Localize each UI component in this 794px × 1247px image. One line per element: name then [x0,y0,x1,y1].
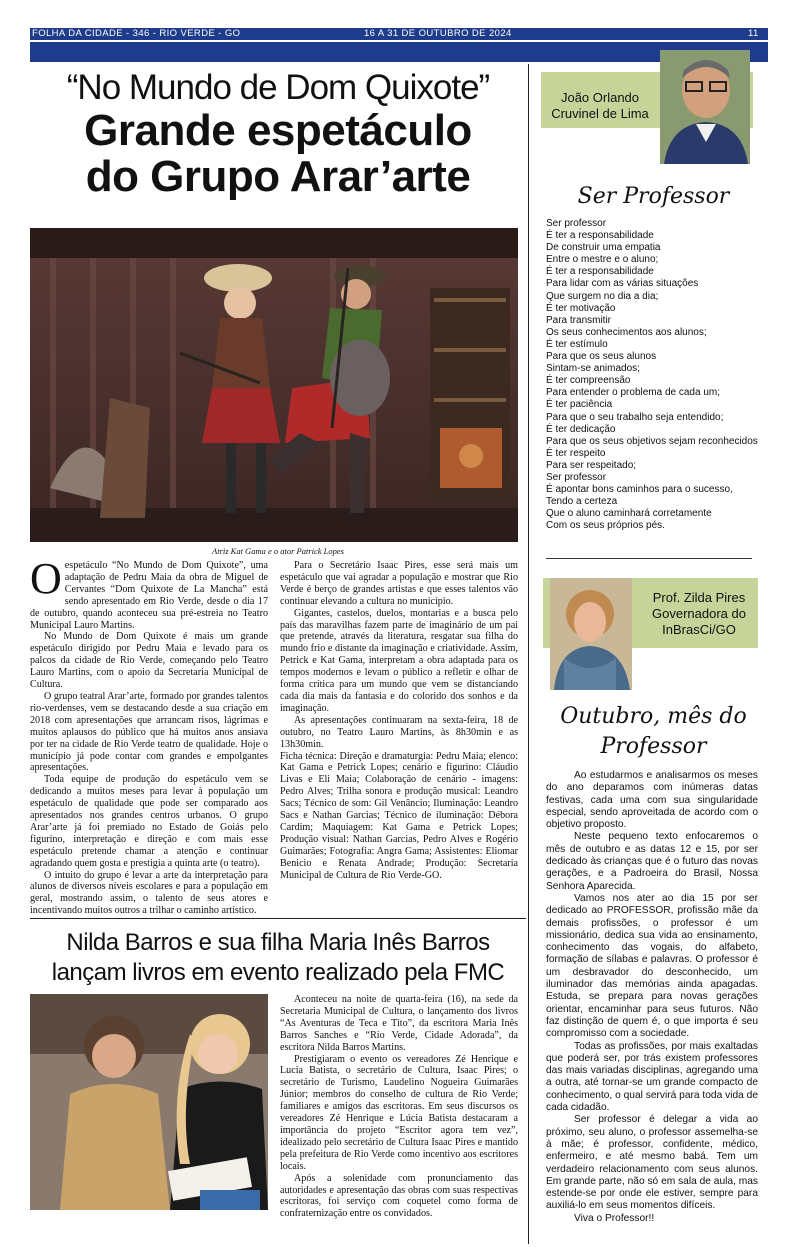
section-divider [30,918,526,919]
article-paragraph: Todas as profissões, por mais exaltadas que poderá ser, por trás existem professores das mais variadas disciplinas, agregando uma a outra, até tornar-se um grande compacto de conhecimento, o qual servirá para toda vida de cada cidadão. [546,1040,758,1114]
lead-column-1 [30,554,268,917]
second-headline-line2: lançam livros em evento realizado pela FMC [51,959,505,986]
author-portrait-2 [550,578,632,690]
poem-line: É ter a responsabilidade [546,266,654,278]
poem-line: Que surgem no dia a dia; [546,290,659,302]
column-divider [528,64,529,1244]
poem-line: Para entender o problema de cada um; [546,387,720,399]
sidebar-divider [546,558,752,559]
lead-paragraph: As apresentações continuaram na sexta-feira, 18 de outubro, no Teatro Lauro Martins, às 8h30min e as 13h30min. [280,714,518,750]
page-number: 11 [748,28,759,39]
lead-paragraph [30,554,268,631]
authors-image [30,994,268,1210]
poem-line: É ter dedicação [546,423,616,435]
poem-line: É ter a responsabilidade [546,230,654,242]
article-body [546,770,758,1225]
article-paragraph: Ao estudarmos e analisarmos os meses do ano deparamos com inúmeras datas festivas, cada uma com sua singularidade especial, sendo aproveitada de acordo com o objetivo proposto. [546,770,758,831]
poem-line: Tendo a certeza [546,496,618,508]
second-headline [30,928,526,988]
poem-line: Entre o mestre e o aluno; [546,254,659,266]
poem-line: É ter paciência [546,399,613,411]
lead-headline-line1: Grande espetáculo [84,106,472,155]
second-paragraph: Prestigiaram o evento os vereadores Zé Henrique e Lucia Batista, o secretário de Cultura, Isaac Pires; o secretário de Turismo, Laudelino Nogueira Guimarães Júnior; membros do conselho de cultura de Rio Verde; familiares e amigos das escritoras. Em seus discursos os vereadores Zé Henrique e Lúcia Batista destacaram a importância do projeto “Escritor agora tem vez”, idealizado pelo secretário de Cultura Isaac Pires e mantido pela prefeitura de Rio Verde como incentivo aos escritores locais. [280,1053,518,1172]
drop-cap: O [30,554,62,603]
header-band [30,42,768,62]
article-title [546,702,761,762]
lead-paragraph: Para o Secretário Isaac Pires, esse será mais um espetáculo que vai agradar a população e mostrar que Rio Verde é berço de grandes artistas e que esses talentos vão continuar elevando a cultura no município. [280,560,518,607]
author-name-line: Governadora do [652,606,746,621]
lead-paragraph-text: espetáculo “No Mundo de Dom Quixote”, uma adaptação de Pedru Maia da obra de Miguel de Cervantes “Dom Quixote de La Mancha” está sendo apresentado em Rio Verde, desde o dia 17 de outubro, quando aconteceu sua pré-estreia no Teatro Municipal Lauro Martins. [30,560,268,631]
author-name-2 [640,590,758,638]
book-launch-photo [30,994,268,1210]
theater-scene-image [30,228,518,542]
poem-line: É ter compreensão [546,375,631,387]
poem-line: É ter estímulo [546,338,608,350]
second-headline-line1: Nilda Barros e sua filha Maria Inês Barros [66,929,490,956]
lead-photo-caption: Atriz Kat Gama e o ator Patrick Lopes [212,546,344,556]
second-column [280,994,518,1220]
poem-line: Os seus conhecimentos aos alunos; [546,326,707,338]
lead-headline-line2: do Grupo Arar’arte [85,152,471,201]
lead-paragraph: O intuito do grupo é levar a arte da interpretação para alunos de diversos níveis escolares e para a população em geral, mostrando assim, o talento de seus atores e incentivando muitos outros a trilhar o caminho artístico. [30,869,268,917]
lead-paragraph: No Mundo de Dom Quixote é mais um grande espetáculo dirigido por Pedru Maia e levado para os palcos da cidade de Rio Verde, começando pelo Teatro Lauro Martins, com o apoio da Secretaria Municipal de Cultura. [30,631,268,691]
second-paragraph: Após a solenidade com pronunciamento das autoridades e apresentação das obras com suas respectivas escritoras, foi serviço com coquetel como forma de confraternização entre os convidados. [280,1172,518,1220]
author-name-1 [541,90,659,122]
poem-line: Para que o seu trabalho seja entendido; [546,411,724,423]
article-title-line: Professor [600,734,707,759]
lead-paragraph: Ficha técnica: Direção e dramaturgia: Pedru Maia; elenco: Kat Gama e Petrick Lopes; cenário e figurino: Cláudio Livas e Eli Maia; Colaboração de cenário - imagens: Pedro Alves; Trilha sonora e produção musical: Leandro Sacs; Técnico de som: Gil Venâncio; Iluminação: Leandro Sacs e Nathan Garcias; Técnico de iluminação: Débora Cardim; Maquiagem: Kat Gama e Petrick Lopes; Produção visual: Nathan Garcias, Pedro Alves e Rogério Guimarães; Fotografia: Angra Gama; Assistentes: Eliomar Benicio e Renata Andrade; Produção: Secretaria Municipal de Cultura de Rio Verde-GO. [280,750,518,881]
poem-line: Para ser respeitado; [546,459,637,471]
poem-line: Para que os seus alunos [546,351,657,363]
lead-photo [30,228,518,542]
author-name-line: Cruvinel de Lima [551,106,649,121]
second-paragraph: Aconteceu na noite de quarta-feira (16), na sede da Secretaria Municipal de Cultura, o lançamento dos livros “As Aventuras de Teca e Tito”, da escritora Maria Inês Barros Sanches e “Rio Verde, Cidade Adorada”, da escritora Nilda Barros Martins. [280,994,518,1053]
header-date: 16 A 31 DE OUTUBRO DE 2024 [364,28,512,39]
article-paragraph: Ser professor é delegar a vida ao próximo, seu aluno, o professor assemelha-se à mãe; é professor, confidente, médico, enfermeiro, e até mesmo babá. Tem um verdadeiro relacionamento com seus alunos. Em grande parte, não só em sala de aula, mas estende-se por onde ele estiver, sempre para auxiliá-lo em seus momentos difíceis. [546,1114,758,1212]
author-name-line: InBrasCi/GO [662,622,736,637]
lead-kicker: “No Mundo de Dom Quixote” [66,68,490,107]
article-paragraph: Vamos nos ater ao dia 15 por ser dedicado ao PROFESSOR, profissão mãe da demais profissões, o professor é um missionário, dedica sua vida ao ensinamento, conhecimento das vogais, do alfabeto, formação de sílabas e palavras. O professor é um desbravador do desconhecido, um iluminador das memórias ainda apagadas. Estuda, se prepara para novas gerações orientar, encaminhar para seus futuros. Não faz distinção de quem é, o que importa é seu compromisso com a sociedade. [546,892,758,1040]
poem-line: Que o aluno caminhará corretamente [546,508,712,520]
author-photo-2 [550,578,632,690]
lead-paragraph: Toda equipe de produção do espetáculo vem se dedicando a muitos meses para levar à população um espetáculo de qualidade que pode ser comparado aos apresentados nos grandes centros urbanos. O grupo Arar’arte já foi premiado no Estado de Goiás pelo figurino, interpretação e direção e com mais esse espetáculo pretende chamar a atenção e continuar agradando quem gosta e prestigia a quinta arte (o teatro). [30,774,268,869]
poem-line: Com os seus próprios pés. [546,520,665,532]
article-paragraph: Neste pequeno texto enfocaremos o mês de outubro e as datas 12 e 15, por ser dedicado às crianças que é o futuro das novas gerações, e a Padroeira do Brasil, Nossa Senhora Aparecida. [546,831,758,892]
lead-paragraph: O grupo teatral Arar’arte, formado por grandes talentos rio-verdenses, vem se destacando desde a sua criação em 2018 com apresentações que arrancam risos, lágrimas e muitos aplausos do público que há muitos anos ansiava por ter na cidade de Rio Verde teatro de qualidade. Hoje o município já pode contar com grandes e empolgantes apresentações. [30,690,268,774]
author-name-line: Prof. Zilda Pires [652,590,746,605]
article-paragraph: Viva o Professor!! [574,1212,655,1224]
lead-headline [30,108,526,200]
poem [546,218,761,532]
poem-line: Para lidar com as várias situações [546,278,699,290]
poem-line: De construir uma empatia [546,242,661,254]
top-header-bar [30,28,768,40]
header-publication: FOLHA DA CIDADE - 346 - RIO VERDE - GO [32,28,241,39]
author-photo-1 [660,50,750,164]
author-name-line: João Orlando [560,90,640,105]
author-portrait-1 [660,50,750,164]
poem-line: É apontar bons caminhos para o sucesso, [546,484,733,496]
poem-line: É ter motivação [546,302,616,314]
poem-line: Sintam-se animados; [546,363,640,375]
poem-line: Para transmitir [546,314,612,326]
poem-line: Ser professor [546,471,607,483]
poem-line: Para que os seus objetivos sejam reconhecidos [546,435,758,447]
poem-line: É ter respeito [546,447,606,459]
poem-line: Ser professor [546,218,607,229]
article-title-line: Outubro, mês do [560,704,747,729]
poem-title: Ser Professor [577,184,730,209]
lead-paragraph: Gigantes, castelos, duelos, montarias e a busca pelo país das maravilhas fazem parte de imaginário de um pai que pretende, através da literatura, resgatar sua filha do mundo frio e distante da imaginação e criatividade. Assim, Petrick e Kat Gama, interpretam a obra adaptada para os tempos modernos e levam o público a refletir e olhar de forma crítica para um mundo que vem se distanciando cada dia mais da fantasia e do colorido dos sonhos e da imaginação. [280,607,518,714]
lead-column-2 [280,560,518,881]
